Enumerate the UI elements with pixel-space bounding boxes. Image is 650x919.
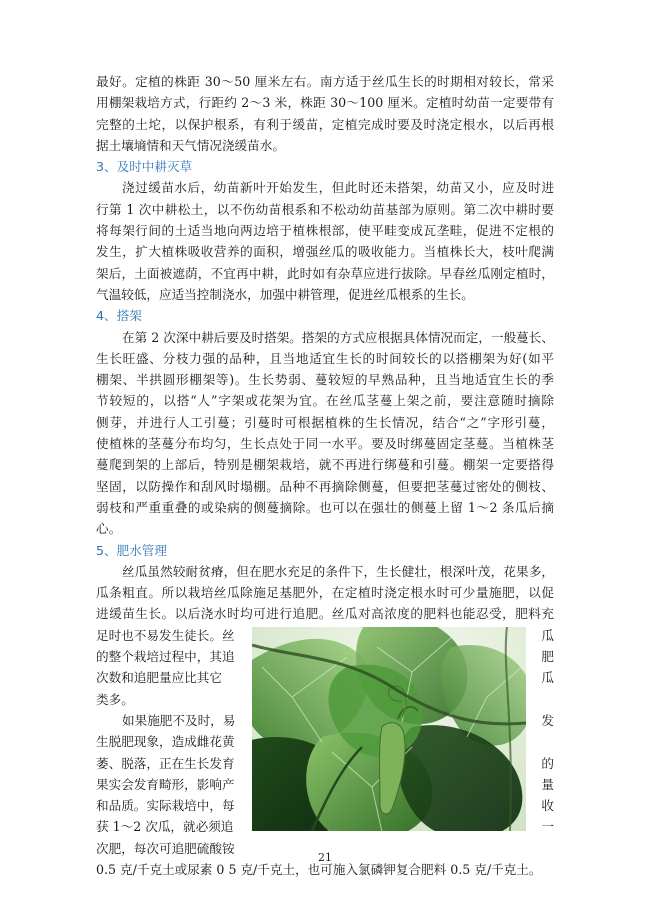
text-line: 心。 bbox=[96, 521, 122, 537]
text-line: 瓜 bbox=[541, 627, 554, 643]
text-line: 次数和追肥量应比其它 bbox=[96, 670, 222, 686]
intro-paragraph bbox=[96, 71, 554, 156]
text-line: 的整个栽培过程中，其追 bbox=[96, 649, 235, 665]
text-line: 量 bbox=[541, 776, 554, 792]
text-line: 收 bbox=[541, 798, 554, 814]
page-number: 21 bbox=[318, 851, 332, 864]
text-line: 架后，土面被遮荫，不宜再中耕，此时如有杂草应进行拔除。早春丝瓜刚定植时， bbox=[96, 265, 554, 281]
text-line: 完整的土坨，以保护根系，有利于缓苗，定植完成时要及时浇定根水，以后再根 bbox=[96, 116, 554, 132]
text-line: 坚固，以防操作和刮风时塌棚。品种不再摘除侧蔓，但要把茎蔓过密处的侧枝、 bbox=[96, 478, 554, 494]
text-line: 节较短的，以搭“人”字架或花架为宜。在丝瓜茎蔓上架之前，要注意随时摘除 bbox=[96, 393, 554, 409]
text-line bbox=[526, 689, 554, 710]
text-line: 的 bbox=[541, 755, 554, 771]
text-line: 生脱肥现象，造成雌花黄 bbox=[96, 734, 235, 750]
text-line: 气温较低，应适当控制浇水，加强中耕管理，促进丝瓜根系的生长。 bbox=[96, 286, 474, 302]
text-line: 弱枝和严重重叠的或染病的侧蔓摘除。也可以在强壮的侧蔓上留 1～2 条瓜后摘 bbox=[96, 499, 554, 515]
text-line: 棚架、半拱圆形棚架等)。生长势弱、蔓较短的早熟品种，且当地适宜生长的季 bbox=[96, 372, 554, 388]
weeding-paragraph bbox=[96, 177, 554, 305]
text-line: 次肥，每次可追肥硫酸铵 bbox=[96, 840, 235, 856]
text-line: 侧芽，并进行人工引蔓；引蔓时可根据植株的生长情况，结合“之”字形引蔓， bbox=[96, 414, 554, 430]
text-line: 果实会发育畸形，影响产 bbox=[96, 776, 235, 792]
fertilizer-paragraph bbox=[96, 561, 554, 880]
text-line: 最好。定植的株距 30～50 厘米左右。南方适于丝瓜生长的时期相对较长，常采 bbox=[96, 74, 554, 89]
text-line: 进缓苗生长。以后浇水时均可进行追肥。丝瓜对高浓度的肥料也能忍受，肥料充 bbox=[96, 606, 554, 622]
trellis-paragraph bbox=[96, 327, 554, 540]
wrap-right-column bbox=[526, 625, 554, 838]
text-line: 如果施肥不及时，易 bbox=[122, 712, 236, 728]
section-heading-weeding: 3、及时中耕灭草 bbox=[96, 159, 193, 175]
text-line: 萎、脱落，正在生长发育 bbox=[96, 755, 235, 771]
text-line: 和品质。实际栽培中，每 bbox=[96, 798, 235, 814]
text-line: 肥 bbox=[541, 649, 554, 665]
text-line: 将每架行间的土适当地向两边培于植株根部，使平畦变成瓦垄畦，促进不定根的 bbox=[96, 223, 554, 239]
text-line: 使植株的茎蔓分布均匀，生长点处于同一水平。要及时绑蔓固定茎蔓。当植株茎 bbox=[96, 436, 554, 452]
text-line: 类多。 bbox=[96, 691, 134, 707]
text-wrap-around-photo bbox=[96, 625, 554, 838]
text-line bbox=[526, 731, 554, 752]
text-line: 瓜 bbox=[541, 670, 554, 686]
text-line: 发生，扩大植株吸收营养的面积，增强丝瓜的吸收能力。当植株长大，枝叶爬满 bbox=[96, 244, 554, 260]
loofah-plant-photo bbox=[252, 627, 526, 831]
text-line: 瓜条粗直。所以栽培丝瓜除施足基肥外，在定植时浇定根水时可少量施肥，以促 bbox=[96, 585, 554, 601]
text-line: 据土壤墒情和天气情况浇缓苗水。 bbox=[96, 137, 285, 153]
wrap-left-column bbox=[96, 625, 246, 838]
text-line: 丝瓜虽然较耐贫瘠，但在肥水充足的条件下，生长健壮，根深叶茂，花果多， bbox=[122, 563, 554, 579]
text-line: 生长旺盛、分枝力强的品种，且当地适宜生长的时间较长的以搭棚架为好(如平 bbox=[96, 350, 554, 366]
text-line: 浇过缓苗水后，幼苗新叶开始发生，但此时还未搭架，幼苗又小，应及时进 bbox=[122, 180, 554, 196]
text-line: 在第 2 次深中耕后要及时搭架。搭架的方式应根据具体情况而定，一般蔓长、 bbox=[122, 329, 554, 345]
text-line: 获 1～2 次瓜，就必须追 bbox=[96, 819, 234, 835]
text-line: 用棚架栽培方式，行距约 2～3 米，株距 30～100 厘米。定植时幼苗一定要带有 bbox=[96, 95, 554, 111]
text-line: 发 bbox=[541, 712, 554, 728]
text-line: 一 bbox=[541, 819, 554, 835]
text-line: 蔓爬到架的上部后，特别是棚架栽培，就不再进行绑蔓和引蔓。棚架一定要搭得 bbox=[96, 457, 554, 473]
text-line: 行第 1 次中耕松土，以不伤幼苗根系和不松动幼苗基部为原则。第二次中耕时要 bbox=[96, 201, 554, 217]
section-heading-fertilizer: 5、肥水管理 bbox=[96, 542, 167, 558]
section-heading-trellis: 4、搭架 bbox=[96, 308, 142, 324]
text-line: 0.5 克/千克土或尿素 0 5 克/千克土，也可施入氯磷钾复合肥料 0.5 克/千克土。 bbox=[96, 862, 542, 878]
page-body bbox=[96, 71, 554, 880]
text-line: 足时也不易发生徒长。丝 bbox=[96, 627, 235, 643]
